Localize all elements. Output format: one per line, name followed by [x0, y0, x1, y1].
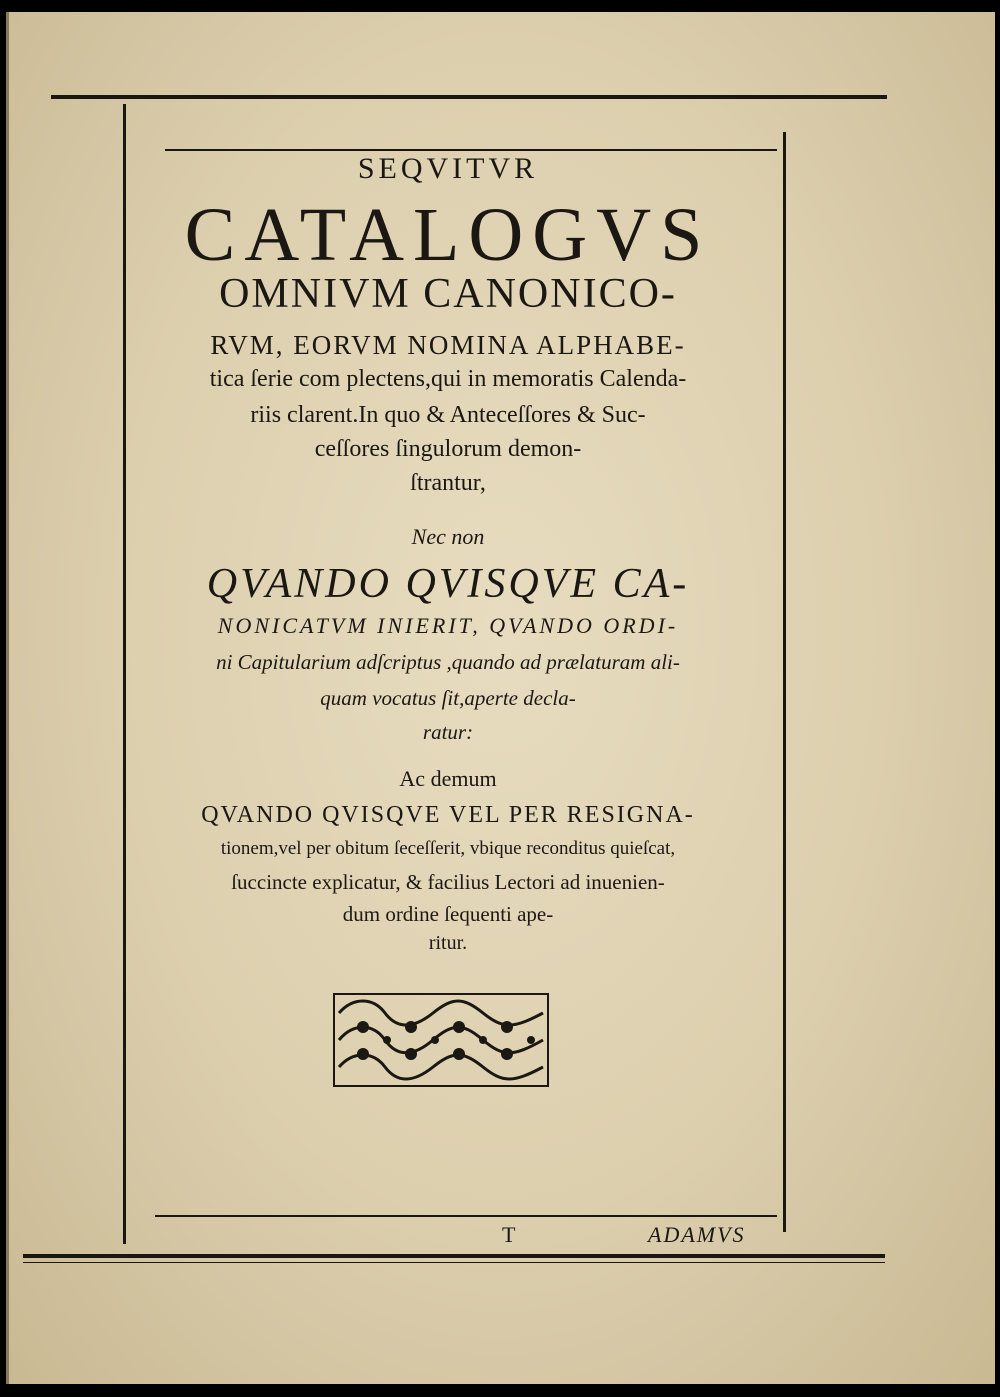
ornament-icon: [333, 993, 549, 1087]
title-line-3: tica ſerie com plectens,qui in memoratis Calenda-: [209, 366, 687, 392]
necnon-line-4: quam vocatus ſit,aperte decla-: [320, 686, 576, 710]
acdemum-line-2: tionem,vel per obitum ſeceſſerit, vbique reconditus quieſcat,: [220, 838, 676, 859]
bottom-outer-rule-2: [23, 1262, 885, 1263]
signature-mark: T: [502, 1222, 516, 1247]
title-line-5: ceſſores ſingulorum demon-: [314, 436, 582, 462]
necnon-line-3: ni Capitularium adſcriptus ,quando ad prælaturam ali-: [216, 650, 680, 674]
title-line-1: OMNIVM CANONICO-: [219, 271, 677, 317]
top-outer-rule: [51, 95, 887, 99]
necnon-line-1: QVANDO QVISQVE CA-: [206, 561, 690, 607]
top-inner-rule: [165, 149, 777, 151]
right-border: [783, 132, 786, 1232]
acdemum-label: Ac demum: [399, 766, 497, 791]
necnon-line-2: NONICATVM INIERIT, QVANDO ORDI-: [217, 613, 679, 638]
title-line-4: riis clarent.In quo & Anteceſſores & Suc-: [250, 402, 646, 428]
acdemum-line-5: ritur.: [428, 932, 468, 954]
bottom-inner-rule: [155, 1215, 777, 1217]
necnon-line-5: ratur:: [422, 720, 474, 744]
acdemum-line-3: ſuccincte explicatur, & facilius Lectori ad inuenien-: [231, 870, 665, 894]
sequitur-heading: SEQVITVR: [357, 152, 539, 185]
acdemum-line-1: QVANDO QVISQVE VEL PER RESIGNA-: [201, 802, 695, 828]
necnon-label: Nec non: [411, 524, 485, 549]
acdemum-line-4: dum ordine ſequenti ape-: [342, 902, 554, 926]
catchword: ADAMVS: [648, 1222, 746, 1247]
title-line-6: ſtrantur,: [410, 470, 486, 496]
catalogus-title: CATALOGVS: [184, 193, 712, 277]
bottom-outer-rule: [23, 1254, 885, 1258]
title-line-2: RVM, EORVM NOMINA ALPHABE-: [210, 330, 686, 360]
